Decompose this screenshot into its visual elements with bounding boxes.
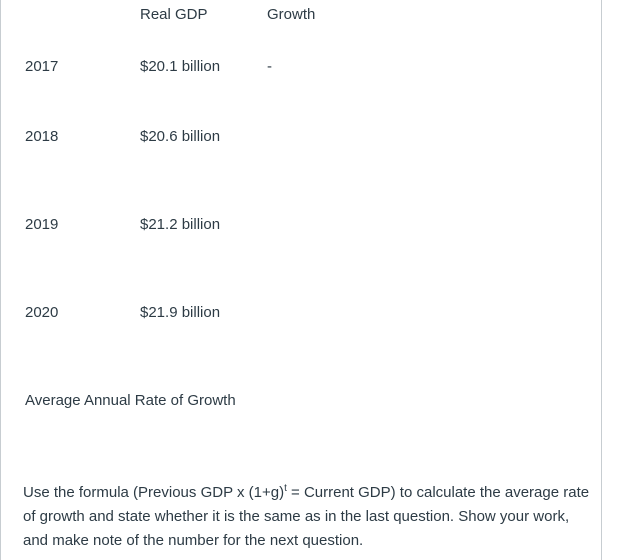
average-growth-label: Average Annual Rate of Growth (25, 392, 236, 409)
row-gdp-2017: $20.1 billion (140, 58, 221, 75)
instructions-exponent: t (284, 483, 287, 494)
row-year-2018: 2018 (25, 128, 59, 145)
column-header-real-gdp: Real GDP (140, 6, 208, 23)
column-header-growth: Growth (267, 6, 316, 23)
instructions-part1: Use the formula (Previous GDP x (1+g) (23, 484, 285, 501)
row-year-2019: 2019 (25, 216, 59, 233)
row-year-2020: 2020 (25, 304, 59, 321)
row-gdp-2020: $21.9 billion (140, 304, 221, 321)
instructions-text (23, 481, 593, 553)
row-gdp-2019: $21.2 billion (140, 216, 221, 233)
row-year-2017: 2017 (25, 58, 59, 75)
row-gdp-2018: $20.6 billion (140, 128, 221, 145)
instructions-part2: = Current GDP) to calculate the average rate of growth and state whether it is the same as in the last question. Show your work, and make note of the number for the next question. (23, 484, 590, 549)
row-growth-2017: - (267, 58, 272, 75)
